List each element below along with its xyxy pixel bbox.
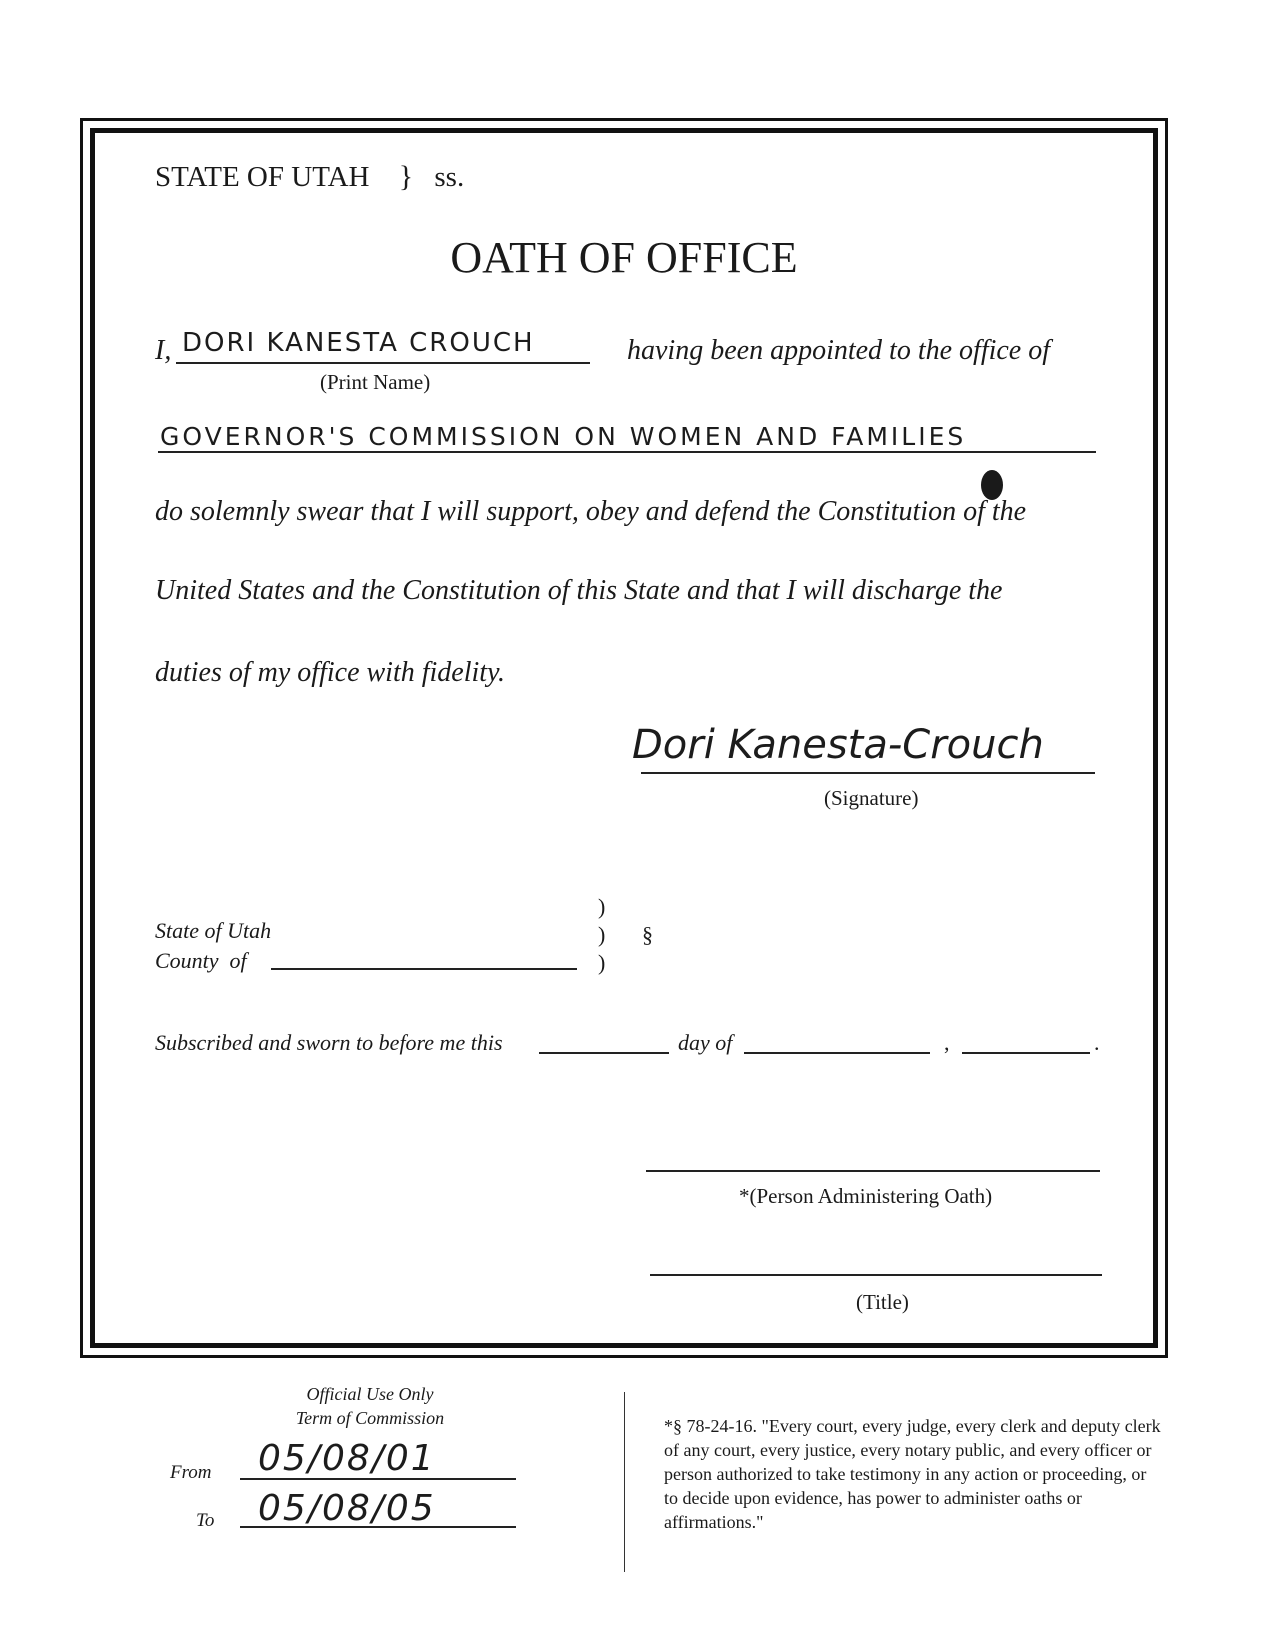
- comma-text: ,: [944, 1030, 950, 1055]
- oath-line-2: United States and the Constitution of this State and that I will discharge the: [155, 575, 1003, 606]
- from-label: From: [170, 1462, 212, 1483]
- day-of-text: day of: [678, 1030, 733, 1055]
- print-name-label: (Print Name): [320, 370, 431, 394]
- oath-line-3: duties of my office with fidelity.: [155, 657, 505, 688]
- to-line: [240, 1526, 516, 1528]
- venue-state: State of Utah: [155, 918, 272, 943]
- venue-paren-3: ): [598, 950, 606, 975]
- to-label: To: [196, 1510, 215, 1531]
- administering-line: [646, 1170, 1100, 1172]
- county-line: [271, 968, 577, 970]
- administering-label: *(Person Administering Oath): [739, 1184, 993, 1208]
- period-text: .: [1094, 1030, 1100, 1055]
- from-line: [240, 1478, 516, 1480]
- page-title: OATH OF OFFICE: [450, 233, 798, 282]
- to-date-handwritten: 05/08/05: [258, 1488, 436, 1529]
- title-line: [650, 1274, 1102, 1276]
- footer-divider: [624, 1392, 625, 1572]
- ss-text: ss.: [434, 161, 465, 193]
- venue-paren-1: ): [598, 894, 606, 919]
- state-of-utah-text: STATE OF UTAH: [155, 161, 370, 193]
- sworn-prefix: Subscribed and sworn to before me this: [155, 1030, 503, 1055]
- oath-prefix: I,: [155, 335, 172, 366]
- state-heading: [155, 160, 464, 194]
- appointed-text: having been appointed to the office of: [627, 335, 1051, 366]
- section-symbol: §: [642, 922, 653, 947]
- official-heading-2: Term of Commission: [295, 1408, 445, 1428]
- day-line: [539, 1052, 669, 1054]
- signature-handwritten: Dori Kanesta-Crouch: [632, 722, 1044, 768]
- brace-glyph: }: [398, 160, 414, 193]
- title-label: (Title): [856, 1290, 909, 1314]
- oath-line-1: do solemnly swear that I will support, obey and defend the Constitution of the: [155, 496, 1027, 527]
- footnote-statute: *§ 78-24-16. "Every court, every judge, every clerk and deputy clerk of any court, every justice, every notary public, and every officer or person authorized to take testimony in any action or proceeding, or to decide upon evidence, has power to administer oaths or affirmations.": [664, 1416, 1161, 1532]
- name-line: [176, 362, 590, 364]
- venue-county-label: County of: [155, 948, 247, 973]
- month-line: [744, 1052, 930, 1054]
- venue-paren-2: ): [598, 922, 606, 947]
- official-heading-1: Official Use Only: [306, 1384, 434, 1404]
- signature-line: [641, 772, 1095, 774]
- office-line: [158, 451, 1096, 453]
- office-handwritten: GOVERNOR'S COMMISSION ON WOMEN AND FAMILIES: [160, 422, 967, 451]
- from-date-handwritten: 05/08/01: [258, 1438, 436, 1479]
- printed-name-handwritten: DORI KANESTA CROUCH: [182, 328, 535, 358]
- signature-label: (Signature): [824, 786, 919, 810]
- year-line: [962, 1052, 1090, 1054]
